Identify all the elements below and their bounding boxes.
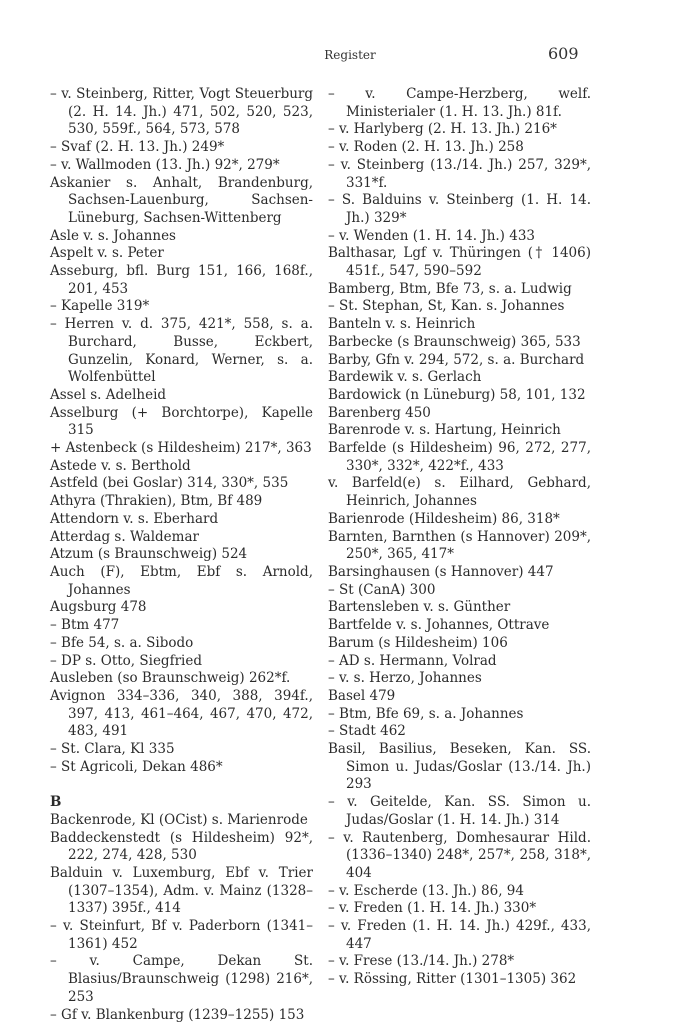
index-entry: – v. Harlyberg (2. H. 13. Jh.) 216* [328, 121, 557, 138]
running-header: Register [324, 48, 376, 62]
index-entry: – S. Balduins v. Steinberg (1. H. 14. Jh.) 329* [328, 192, 591, 226]
index-entry: – Kapelle 319* [50, 298, 150, 315]
index-entry: + Astenbeck (s Hildesheim) 217*, 363 [50, 440, 312, 457]
index-entry: – AD s. Hermann, Volrad [328, 652, 497, 669]
index-column-right [328, 86, 591, 989]
page-number: 609 [548, 44, 579, 63]
index-entry: Askanier s. Anhalt, Brandenburg, Sachsen-Lauenburg, Sachsen-Lüneburg, Sachsen-Wittenberg [50, 174, 313, 226]
index-entry: – Stadt 462 [328, 723, 406, 740]
index-entry: Barsinghausen (s Hannover) 447 [328, 563, 554, 580]
index-entry: Bardowick (n Lüneburg) 58, 101, 132 [328, 386, 586, 403]
index-entry: – v. Geitelde, Kan. SS. Simon u. Judas/Goslar (1. H. 14. Jh.) 314 [328, 794, 591, 828]
index-entry: – v. Steinberg, Ritter, Vogt Steuerburg (2. H. 14. Jh.) 471, 502, 520, 523, 530, 559f., 564, 573, 578 [50, 86, 313, 138]
index-entry: – Svaf (2. H. 13. Jh.) 249* [50, 139, 225, 156]
index-entry: Barenberg 450 [328, 404, 431, 421]
index-entry: – St Agricoli, Dekan 486* [50, 758, 223, 775]
index-entry: Baddeckenstedt (s Hildesheim) 92*, 222, 274, 428, 530 [50, 829, 313, 864]
index-entry: Banteln v. s. Heinrich [328, 316, 476, 333]
index-entry: Bardewik v. s. Gerlach [328, 369, 482, 386]
index-entry: Bartensleben v. s. Günther [328, 599, 511, 616]
index-entry: Atterdag s. Waldemar [50, 528, 199, 545]
index-entry: Aspelt v. s. Peter [50, 245, 164, 262]
index-entry: Basil, Basilius, Beseken, Kan. SS. Simon u. Judas/Goslar (13./14. Jh.) 293 [328, 741, 591, 793]
index-entry: Basel 479 [328, 687, 396, 704]
index-entry: Bamberg, Btm, Bfe 73, s. a. Ludwig [328, 280, 572, 297]
index-entry: – v. Campe, Dekan St. Blasius/Braunschweig (1298) 216*, 253 [50, 953, 313, 1005]
index-entry: – Btm, Bfe 69, s. a. Johannes [328, 705, 524, 722]
index-entry: – Gf v. Blankenburg (1239–1255) 153 [50, 1006, 305, 1023]
index-entry: – v. Campe-Herzberg, welf. Ministerialer (1. H. 13. Jh.) 81f. [328, 86, 591, 120]
index-entry: Ausleben (so Braunschweig) 262*f. [50, 670, 291, 687]
index-entry: – v. Steinfurt, Bf v. Paderborn (1341–1361) 452 [50, 918, 313, 952]
index-entry: Backenrode, Kl (OCist) s. Marienrode [50, 811, 308, 828]
index-entry: Barum (s Hildesheim) 106 [328, 634, 508, 651]
index-entry: Asle v. s. Johannes [50, 227, 176, 244]
index-entry: Astede v. s. Berthold [50, 457, 191, 474]
section-letter: B [50, 794, 62, 811]
index-entry: – v. Wallmoden (13. Jh.) 92*, 279* [50, 156, 280, 173]
index-entry: Barbecke (s Braunschweig) 365, 533 [328, 333, 581, 350]
index-entry: – v. Roden (2. H. 13. Jh.) 258 [328, 139, 524, 156]
index-entry: – v. Frese (13./14. Jh.) 278* [328, 953, 515, 970]
index-entry: Asselburg (+ Borchtorpe), Kapelle 315 [50, 404, 313, 439]
index-entry: – v. Escherde (13. Jh.) 86, 94 [328, 882, 524, 899]
index-entry: – v. Rautenberg, Domhesaurar Hild. (1336–1340) 248*, 257*, 258, 318*, 404 [328, 829, 591, 881]
index-entry: Barfelde (s Hildesheim) 96, 272, 277, 330*, 332*, 422*f., 433 [328, 440, 591, 474]
index-entry: – Btm 477 [50, 617, 120, 634]
index-entry: Barenrode v. s. Hartung, Heinrich [328, 422, 561, 439]
index-entry: – v. Rössing, Ritter (1301–1305) 362 [328, 971, 577, 988]
index-entry: Atzum (s Braunschweig) 524 [50, 546, 248, 563]
index-entry: – Bfe 54, s. a. Sibodo [50, 634, 194, 651]
index-entry: Avignon 334–336, 340, 388, 394f., 397, 413, 461–464, 467, 470, 472, 483, 491 [50, 687, 313, 740]
index-entry: Attendorn v. s. Eberhard [50, 510, 219, 527]
index-entry: – St. Stephan, St, Kan. s. Johannes [328, 298, 565, 315]
index-entry: – St (CanA) 300 [328, 581, 436, 598]
index-entry: Barnten, Barnthen (s Hannover) 209*, 250*, 365, 417* [328, 528, 591, 563]
index-entry: – DP s. Otto, Siegfried [50, 652, 202, 669]
index-entry: – v. Freden (1. H. 14. Jh.) 429f., 433, 447 [328, 918, 591, 952]
index-entry: Athyra (Thrakien), Btm, Bf 489 [50, 493, 263, 510]
index-entry: – Herren v. d. 375, 421*, 558, s. a. Burchard, Busse, Eckbert, Gunzelin, Konard, Werner, s. a. Wolfenbüttel [50, 316, 313, 386]
index-entry: Astfeld (bei Goslar) 314, 330*, 535 [50, 475, 289, 492]
index-entry: – St. Clara, Kl 335 [50, 741, 175, 758]
index-entry: Barienrode (Hildesheim) 86, 318* [328, 510, 560, 527]
index-entry: Asseburg, bfl. Burg 151, 166, 168f., 201, 453 [50, 263, 313, 297]
index-entry: – v. Steinberg (13./14. Jh.) 257, 329*, 331*f. [328, 156, 591, 191]
index-entry: Bartfelde v. s. Johannes, Ottrave [328, 617, 550, 634]
index-entry: Barby, Gfn v. 294, 572, s. a. Burchard [328, 351, 585, 368]
index-entry: – v. s. Herzo, Johannes [328, 670, 482, 687]
index-column-left [50, 86, 313, 1024]
index-entry: Assel s. Adelheid [50, 386, 167, 403]
index-entry: Balduin v. Luxemburg, Ebf v. Trier (1307–1354), Adm. v. Mainz (1328–1337) 395f., 414 [50, 864, 313, 917]
index-entry: – v. Wenden (1. H. 14. Jh.) 433 [328, 227, 536, 244]
index-entry: – v. Freden (1. H. 14. Jh.) 330* [328, 900, 537, 917]
index-entry: Augsburg 478 [50, 599, 147, 616]
index-entry: v. Barfeld(e) s. Eilhard, Gebhard, Heinrich, Johannes [328, 475, 591, 510]
index-entry: Auch (F), Ebtm, Ebf s. Arnold, Johannes [50, 563, 313, 598]
index-entry: Balthasar, Lgf v. Thüringen († 1406) 451f., 547, 590–592 [328, 245, 591, 280]
